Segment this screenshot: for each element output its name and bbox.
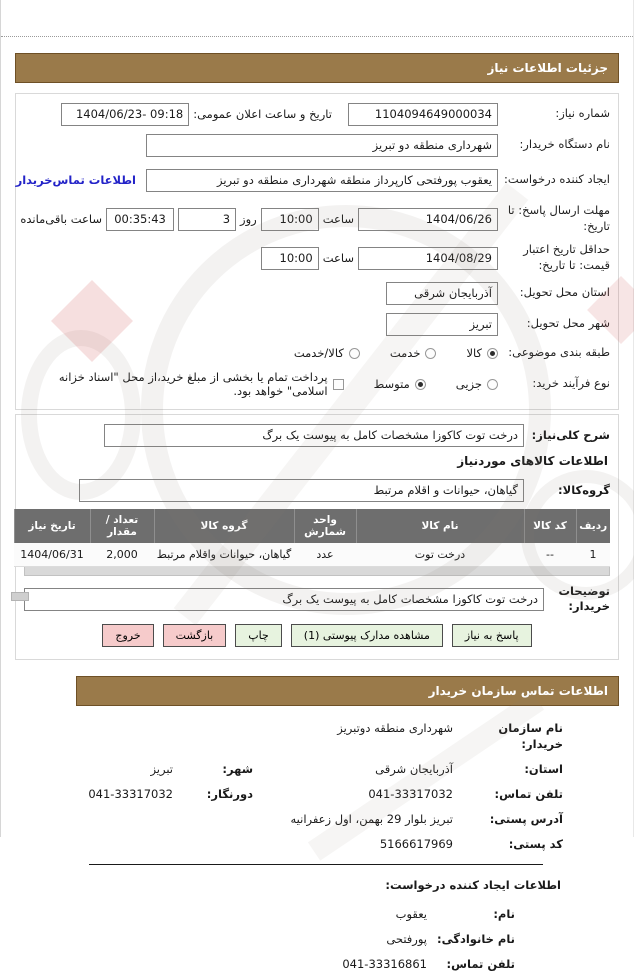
creator-name-value: یعقوب <box>395 906 427 921</box>
request-creator-label: ایجاد کننده درخواست: <box>504 172 610 187</box>
address-row <box>1 811 563 827</box>
city-value: تبریز <box>150 762 173 777</box>
deadline-date-value: 1404/06/26 <box>425 212 492 226</box>
need-description-label: شرح کلی‌نیاز: <box>531 428 610 442</box>
countdown-value: 00:35:43 <box>114 212 166 226</box>
horizontal-scrollbar-thumb[interactable] <box>11 592 29 601</box>
col-goods-group[interactable]: گروه کالا <box>154 509 294 543</box>
process-medium-label: متوسط <box>373 377 410 391</box>
countdown-field <box>106 208 174 231</box>
delivery-province-row <box>24 281 610 305</box>
buyer-org-row <box>24 133 610 157</box>
cell-count-unit: عدد <box>294 543 356 567</box>
buyer-contact-section <box>1 706 633 972</box>
city-label: شهر: <box>222 762 253 777</box>
deadline-time-field[interactable] <box>261 208 319 231</box>
days-remaining-value: 3 <box>222 212 231 226</box>
classification-service-label: خدمت <box>389 346 421 360</box>
request-creator-field[interactable] <box>146 169 498 192</box>
need-details-panel <box>15 93 619 410</box>
delivery-province-field[interactable] <box>386 282 498 305</box>
creator-surname-value: پورفتحی <box>386 931 427 946</box>
delivery-city-row <box>24 312 610 336</box>
details-section-header <box>15 53 619 83</box>
classification-goods-service-option[interactable] <box>294 346 360 360</box>
creator-phone-row <box>1 956 515 972</box>
classification-goods-service-label: کالا/خدمت <box>293 346 344 360</box>
process-partial-option[interactable] <box>456 377 498 391</box>
details-section-title: جزئیات اطلاعات نیاز <box>487 61 608 75</box>
treasury-payment-option[interactable] <box>24 370 344 398</box>
buyer-contact-section-title: اطلاعات تماس سازمان خریدار <box>428 684 608 698</box>
need-number-label: شماره نیاز: <box>555 106 610 121</box>
cell-goods-name: درخت توت <box>356 543 524 567</box>
table-scrollbar[interactable] <box>24 567 610 576</box>
radio-selected-icon <box>487 348 498 359</box>
validity-time-value: 10:00 <box>279 251 313 265</box>
creator-surname-row <box>1 931 515 947</box>
org-name-value: شهرداری منطقه دوتبریز <box>337 721 453 735</box>
need-number-row <box>24 102 610 126</box>
classification-goods-label: کالا <box>466 346 482 360</box>
cell-row-index: 1 <box>576 543 610 567</box>
radio-unselected-icon <box>349 348 360 359</box>
postal-code-value: 5166617969 <box>379 837 453 852</box>
buyer-contact-link[interactable]: اطلاعات تماس‌خریدار <box>15 173 136 187</box>
org-name-label: نام سازمان خریدار: <box>498 721 563 752</box>
validity-hour-label: ساعت <box>322 251 354 265</box>
request-creator-value: یعقوب پورفتحی کارپرداز منطقه شهرداری منطقه دو تبریز <box>216 173 492 187</box>
cell-quantity: 2,000 <box>90 543 154 567</box>
goods-group-label: گروه‌کالا: <box>558 483 610 497</box>
need-goods-panel <box>15 414 619 660</box>
price-validity-label: حداقل تاریخ اعتبار قیمت: تا تاریخ: <box>523 242 610 272</box>
buyer-org-field[interactable] <box>146 134 498 157</box>
buyer-org-label: نام دستگاه خریدار: <box>519 137 610 152</box>
col-need-date[interactable]: تاریخ نیاز <box>14 509 90 543</box>
section-divider-line <box>89 864 543 865</box>
process-type-row <box>24 370 610 398</box>
response-deadline-row <box>20 203 610 235</box>
buyer-notes-field[interactable] <box>24 588 544 611</box>
creator-name-row <box>1 906 515 922</box>
delivery-city-value: تبریز <box>469 317 492 331</box>
radio-unselected-icon <box>487 379 498 390</box>
announce-datetime-label: تاریخ و ساعت اعلان عمومی: <box>193 107 332 121</box>
postal-address-value: تبریز بلوار 29 بهمن، اول زعفرانیه <box>290 812 453 827</box>
province-value: آذربایجان شرقی <box>375 762 453 777</box>
postal-address-label: آدرس پستی: <box>489 812 563 827</box>
response-deadline-label: مهلت ارسال پاسخ: تا تاریخ: <box>507 203 610 233</box>
request-creator-row <box>15 164 610 196</box>
table-row[interactable] <box>14 543 610 567</box>
creator-surname-label: نام خانوادگی: <box>437 931 515 946</box>
buyer-org-value: شهرداری منطقه دو تبریز <box>372 138 492 152</box>
col-count-unit[interactable]: واحد شمارش <box>294 509 356 543</box>
fax-value: 041-33317032 <box>88 787 173 802</box>
need-description-field[interactable] <box>104 424 524 447</box>
action-buttons-row <box>24 624 610 647</box>
col-row-index[interactable]: ردیف <box>576 509 610 543</box>
contact-phone-value: 041-33317032 <box>368 787 453 802</box>
contact-phone-label: تلفن تماس: <box>494 787 563 802</box>
goods-group-field[interactable] <box>79 479 524 502</box>
buyer-notes-row <box>24 584 610 614</box>
process-type-label: نوع فرآیند خرید: <box>532 376 610 391</box>
validity-date-field[interactable] <box>358 247 498 270</box>
cell-goods-code: -- <box>524 543 576 567</box>
delivery-city-label: شهر محل تحویل: <box>526 316 610 331</box>
postal-code-label: کد پستی: <box>508 837 563 852</box>
radio-selected-icon <box>415 379 426 390</box>
price-validity-row <box>24 242 610 274</box>
buyer-contact-section-header <box>76 676 619 706</box>
col-quantity[interactable]: تعداد / مقدار <box>90 509 154 543</box>
creator-info-heading: اطلاعات ایجاد کننده درخواست: <box>385 877 561 892</box>
announce-datetime-value: 1404/06/23- 09:18 <box>75 107 184 121</box>
need-description-value: درخت توت کاکوزا مشخصات کامل به پیوست یک برگ <box>262 428 518 442</box>
creator-name-label: نام: <box>493 906 515 921</box>
deadline-time-value: 10:00 <box>279 212 313 226</box>
time-remaining-label: ساعت باقی‌مانده <box>20 212 103 226</box>
delivery-province-value: آذربایجان شرقی <box>414 286 492 300</box>
days-remaining-field[interactable] <box>178 208 236 231</box>
fax-label: دورنگار: <box>206 787 253 802</box>
buyer-notes-value: درخت توت کاکوزا مشخصات کامل به پیوست یک برگ <box>282 592 538 606</box>
need-number-field[interactable] <box>348 103 498 126</box>
need-number-value: 1104094649000034 <box>374 107 492 121</box>
creator-phone-value: 041-33316861 <box>342 956 427 971</box>
goods-info-heading: اطلاعات کالاهای موردنیاز <box>457 454 608 468</box>
goods-group-row <box>24 478 610 502</box>
cell-goods-group: گیاهان، حیوانات واقلام مرتبط <box>154 543 294 567</box>
classification-label: طبقه بندی موضوعی: <box>508 345 610 360</box>
org-name-row <box>1 720 563 752</box>
delivery-city-field[interactable] <box>386 313 498 336</box>
day-label: روز <box>240 212 257 226</box>
creator-info-rows <box>1 906 563 972</box>
classification-service-option[interactable] <box>390 346 437 360</box>
announce-datetime-field[interactable] <box>61 103 189 126</box>
province-label: استان: <box>524 762 563 777</box>
goods-table <box>14 509 611 567</box>
buyer-notes-label: توضیحات خریدار: <box>558 584 610 613</box>
top-dotted-divider <box>1 0 633 37</box>
respond-to-need-button[interactable]: پاسخ به نیاز <box>452 624 532 647</box>
deadline-hour-label: ساعت <box>322 212 354 226</box>
validity-date-value: 1404/08/29 <box>425 251 492 265</box>
phone-fax-row <box>1 786 563 802</box>
classification-row <box>24 343 610 363</box>
print-button[interactable]: چاپ <box>235 624 282 647</box>
delivery-province-label: استان محل تحویل: <box>519 285 610 300</box>
col-goods-name[interactable]: نام کالا <box>356 509 524 543</box>
need-description-row <box>24 423 610 447</box>
goods-group-value: گیاهان، حیوانات و اقلام مرتبط <box>373 483 518 497</box>
process-partial-label: جزیی <box>455 377 482 391</box>
process-medium-option[interactable] <box>374 377 426 391</box>
classification-goods-option[interactable] <box>466 346 498 360</box>
province-city-row <box>1 761 563 777</box>
deadline-date-field[interactable] <box>358 208 498 231</box>
back-button[interactable]: بازگشت <box>163 624 227 647</box>
goods-table-header-row <box>14 509 610 543</box>
validity-time-field[interactable] <box>261 247 319 270</box>
radio-unselected-icon <box>425 348 436 359</box>
treasury-note-label: پرداخت تمام یا بخشی از مبلغ خرید،از محل "اسناد خزانه اسلامی" خواهد بود. <box>58 370 328 398</box>
exit-button[interactable]: خروج <box>102 624 153 647</box>
col-goods-code[interactable]: کد کالا <box>524 509 576 543</box>
view-attachments-button[interactable]: مشاهده مدارک پیوستی (1) <box>291 624 443 647</box>
postal-code-row <box>1 836 563 852</box>
treasury-checkbox-icon[interactable] <box>333 379 344 390</box>
creator-phone-label: تلفن تماس: <box>446 956 515 971</box>
cell-need-date: 1404/06/31 <box>14 543 90 567</box>
